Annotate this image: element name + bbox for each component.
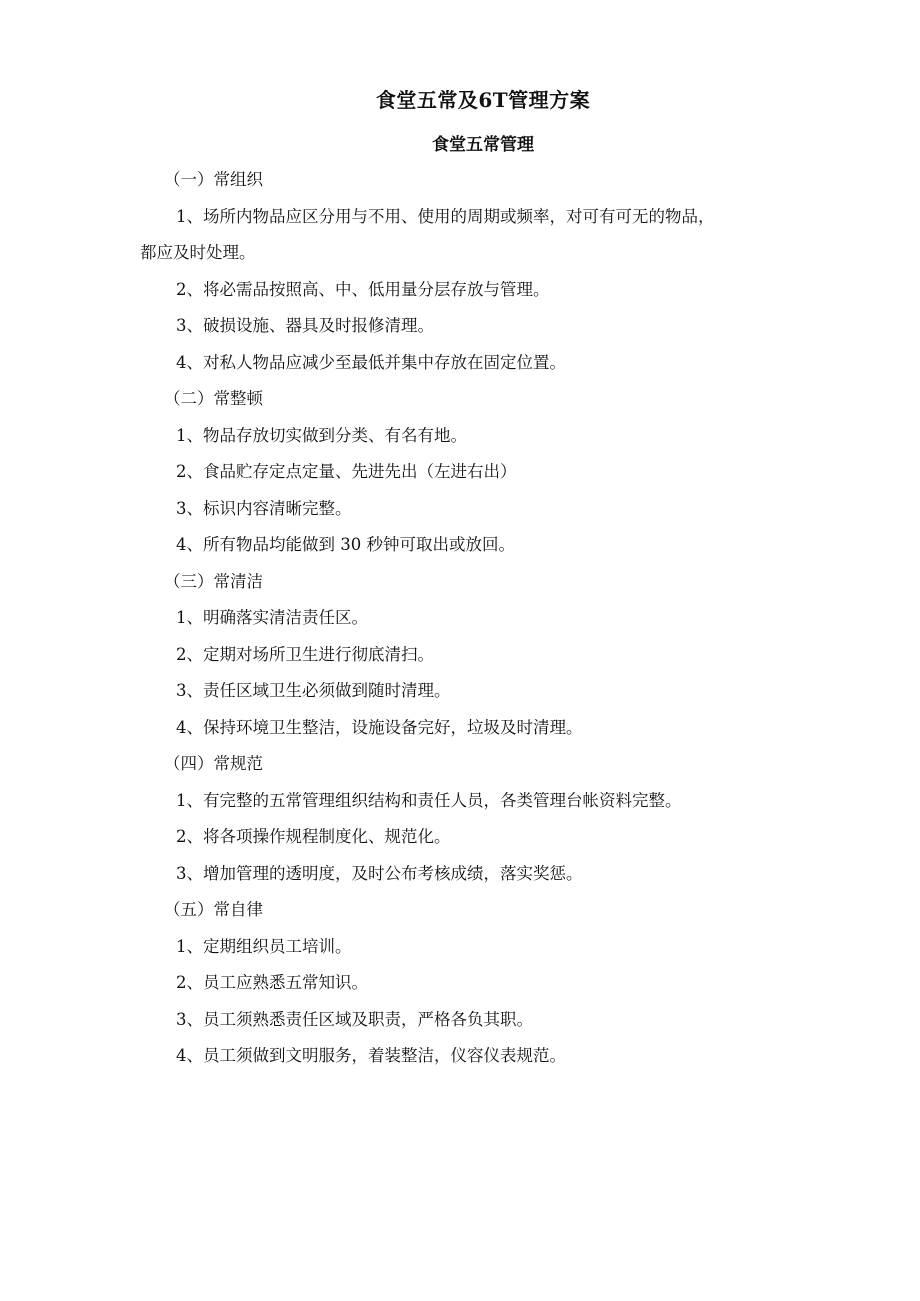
section-heading: （一）常组织	[164, 170, 263, 189]
section-item: 1、定期组织员工培训。	[176, 936, 352, 956]
section-heading: （五）常自律	[164, 900, 263, 919]
document-subtitle: 食堂五常管理	[432, 135, 534, 155]
section-heading: （二）常整顿	[164, 389, 263, 408]
section-item: 4、保持环境卫生整洁，设施设备完好，垃圾及时清理。	[176, 717, 583, 737]
section-item: 2、定期对场所卫生进行彻底清扫。	[176, 644, 434, 664]
section-item: 1、有完整的五常管理组织结构和责任人员，各类管理台帐资料完整。	[176, 790, 682, 810]
section-item: 3、员工须熟悉责任区域及职责，严格各负其职。	[176, 1009, 533, 1029]
section-item: 2、将必需品按照高、中、低用量分层存放与管理。	[176, 279, 550, 299]
section-item: 1、场所内物品应区分用与不用、使用的周期或频率，对可有可无的物品，	[176, 206, 715, 226]
section-item: 3、增加管理的透明度，及时公布考核成绩，落实奖惩。	[176, 863, 583, 883]
section-item: 2、将各项操作规程制度化、规范化。	[176, 827, 451, 846]
section-item: 3、破损设施、器具及时报修清理。	[176, 316, 434, 335]
section-item: 2、食品贮存定点定量、先进先出（左进右出）	[176, 462, 517, 481]
section-heading: （三）常清洁	[164, 571, 263, 591]
document-body	[140, 162, 790, 1075]
section-item: 2、员工应熟悉五常知识。	[176, 973, 368, 992]
section-item: 3、标识内容清晰完整。	[176, 498, 352, 518]
section-item: 1、物品存放切实做到分类、有名有地。	[176, 425, 467, 445]
section-item: 4、员工须做到文明服务，着装整洁，仪容仪表规范。	[176, 1046, 566, 1065]
section-heading: （四）常规范	[164, 754, 263, 773]
section-item: 4、所有物品均能做到 30 秒钟可取出或放回。	[176, 535, 515, 554]
section-item: 3、责任区域卫生必须做到随时清理。	[176, 681, 451, 700]
section-item: 1、明确落实清洁责任区。	[176, 608, 368, 627]
document-title: 食堂五常及6T管理方案	[375, 88, 591, 112]
section-item: 4、对私人物品应减少至最低并集中存放在固定位置。	[176, 352, 566, 372]
section-item-continuation: 都应及时处理。	[140, 243, 256, 262]
